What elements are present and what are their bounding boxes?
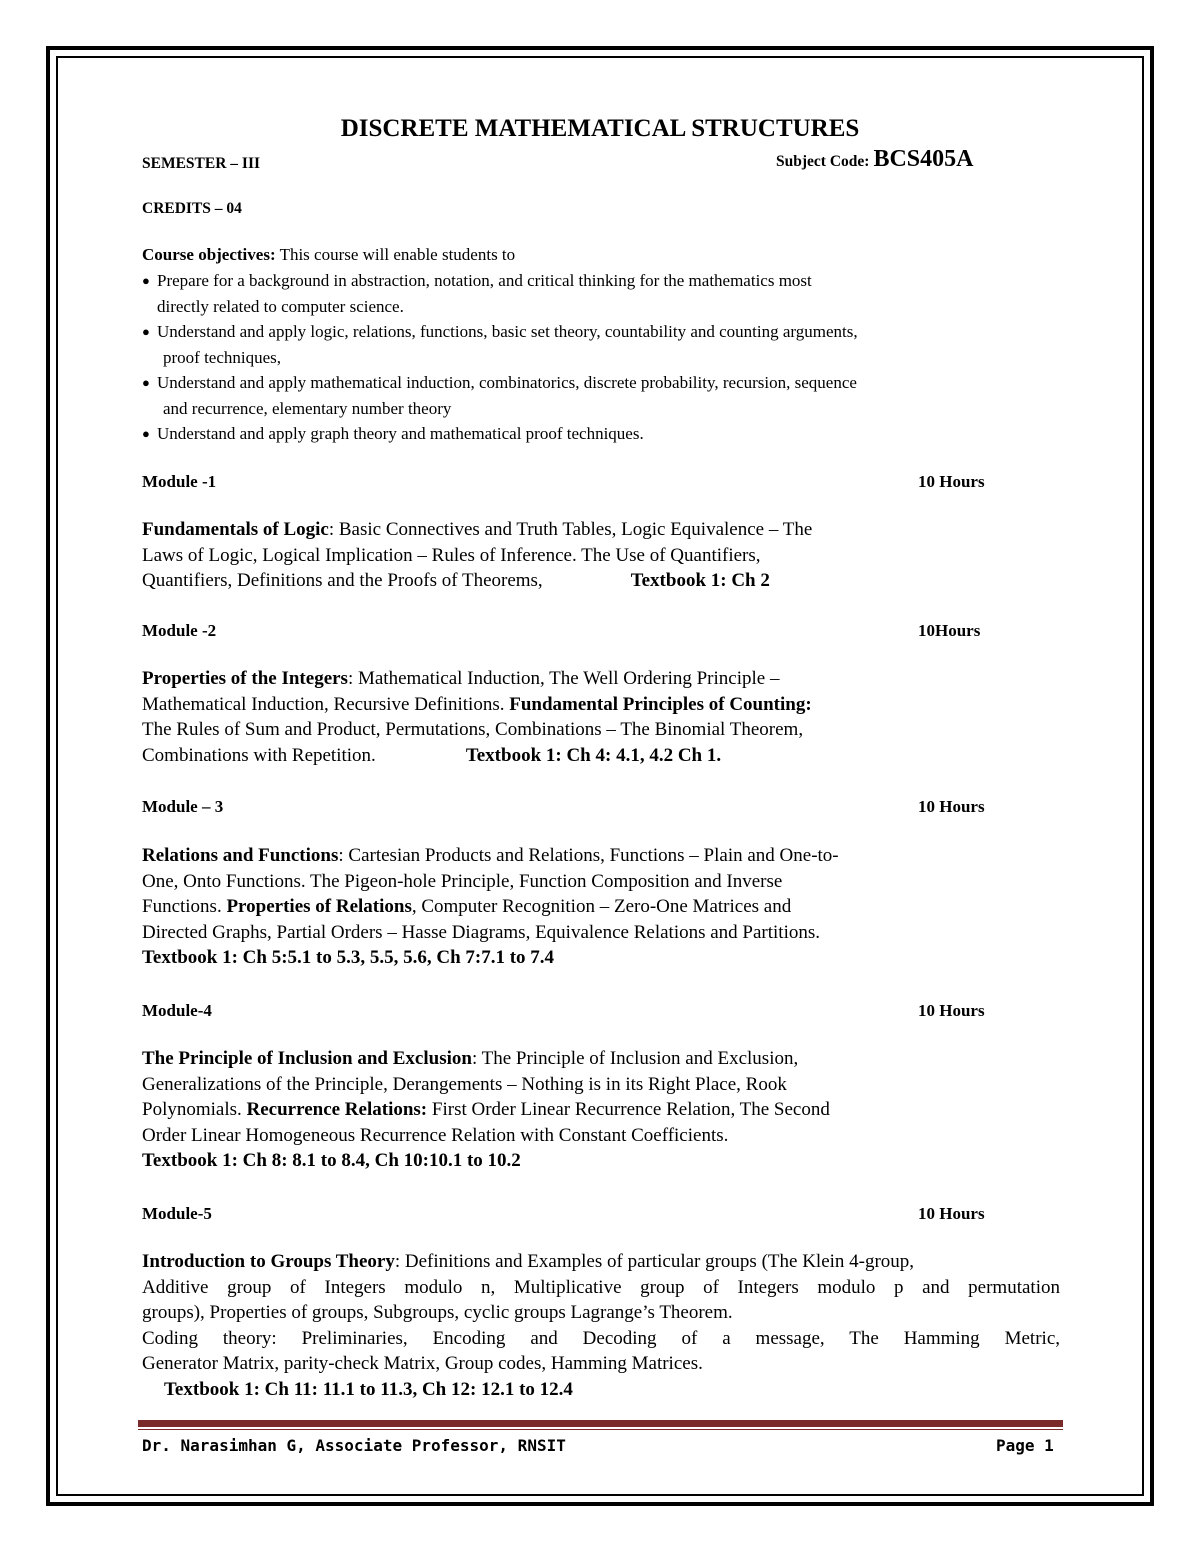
textbook-reference: Textbook 1: Ch 4: 4.1, 4.2 Ch 1. [465,744,722,766]
topic-heading: The Principle of Inclusion and Exclusion [142,1048,472,1069]
bullet-icon: ● [142,273,150,288]
topic-text: Additive group of Integers modulo n, Multiplicative group of Integers modulo p and permutation [142,1276,1060,1298]
topic-text: : Basic Connectives and Truth Tables, Logic Equivalence – The [328,519,813,540]
module-hours: 10Hours [918,621,981,640]
topic-text: Functions. [142,896,222,917]
objective-item [142,268,1022,319]
topic-text: : Definitions and Examples of particular groups (The Klein 4-group, [394,1251,915,1272]
module-content [142,666,972,768]
topic-text: : Mathematical Induction, The Well Ordering Principle – [347,668,780,689]
page-number: Page 1 [996,1436,1054,1455]
topic-text: Generator Matrix, parity-check Matrix, Group codes, Hamming Matrices. [142,1353,703,1374]
bullet-icon: ● [142,375,150,390]
bullet-icon: ● [142,426,150,441]
topic-text: Laws of Logic, Logical Implication – Rules of Inference. The Use of Quantifiers, [142,544,761,566]
topic-text: Generalizations of the Principle, Derangements – Nothing is in its Right Place, Rook [142,1073,787,1095]
topic-heading: Introduction to Groups Theory [142,1251,395,1272]
objective-line: Understand and apply graph theory and mathematical proof techniques. [157,424,644,443]
footer-rule [138,1420,1063,1427]
module-hours: 10 Hours [918,1204,985,1223]
topic-text: : The Principle of Inclusion and Exclusion, [471,1048,799,1069]
module-content [142,843,972,971]
objective-item [142,370,1022,421]
objective-line: and recurrence, elementary number theory [163,398,452,418]
topic-text: , Computer Recognition – Zero-One Matrices and [411,896,792,917]
module-hours: 10 Hours [918,472,985,491]
topic-text: The Rules of Sum and Product, Permutations, Combinations – The Binomial Theorem, [142,719,804,740]
semester-label: SEMESTER – III [142,155,261,172]
objective-item [142,421,1022,447]
module-title: Module -2 [142,621,217,640]
subject-code [776,146,973,173]
textbook-reference: Textbook 1: Ch 5:5.1 to 5.3, 5.5, 5.6, Ch 7:7.1 to 7.4 [142,947,555,968]
topic-heading: Fundamentals of Logic [142,519,329,540]
objective-line: directly related to computer science. [157,296,404,316]
credits-label: CREDITS – 04 [142,200,242,217]
module-title: Module – 3 [142,797,224,816]
subject-code-value: BCS405A [873,146,974,172]
textbook-reference: Textbook 1: Ch 8: 8.1 to 8.4, Ch 10:10.1 to 10.2 [142,1150,521,1171]
topic-heading: Properties of the Integers [142,668,348,689]
topic-text: groups), Properties of groups, Subgroups, cyclic groups Lagrange’s Theorem. [142,1302,733,1323]
textbook-reference: Textbook 1: Ch 2 [630,570,770,591]
topic-text: Combinations with Repetition. [142,744,376,766]
objectives-intro: This course will enable students to [279,245,516,264]
module-content [142,1249,1060,1402]
topic-text: Directed Graphs, Partial Orders – Hasse Diagrams, Equivalence Relations and Partitions. [142,921,821,943]
module-content [142,517,972,594]
topic-text: Polynomials. [142,1099,242,1120]
topic-heading: Properties of Relations [226,896,412,917]
topic-text: Mathematical Induction, Recursive Definitions. [142,693,505,715]
module-title: Module -1 [142,472,217,491]
module-title: Module-4 [142,1001,212,1020]
objective-line: Understand and apply logic, relations, functions, basic set theory, countability and counting arguments, [157,322,858,341]
objectives-heading: Course objectives: [142,245,276,264]
topic-text: Quantifiers, Definitions and the Proofs of Theorems, [142,570,543,591]
bullet-icon: ● [142,324,150,339]
topic-text: One, Onto Functions. The Pigeon-hole Principle, Function Composition and Inverse [142,870,783,892]
module-title: Module-5 [142,1204,212,1223]
document-title: DISCRETE MATHEMATICAL STRUCTURES [340,115,860,142]
objective-line: Prepare for a background in abstraction, notation, and critical thinking for the mathematics most [157,271,812,290]
topic-text: Order Linear Homogeneous Recurrence Relation with Constant Coefficients. [142,1124,729,1146]
module-content [142,1046,972,1174]
topic-text: : Cartesian Products and Relations, Functions – Plain and One-to- [338,845,839,866]
objective-line: Understand and apply mathematical induction, combinatorics, discrete probability, recursion, sequence [157,373,857,392]
module-hours: 10 Hours [918,1001,985,1020]
objective-line: proof techniques, [163,347,282,367]
subject-code-label: Subject Code: [776,153,870,170]
topic-text: First Order Linear Recurrence Relation, The Second [431,1099,830,1120]
module-hours: 10 Hours [918,797,985,816]
topic-heading: Relations and Functions [142,845,339,866]
footer-rule-thin [138,1429,1063,1430]
objectives-heading-line [142,242,515,268]
objective-item [142,319,1022,370]
topic-heading: Recurrence Relations: [246,1099,428,1120]
topic-text: Coding theory: Preliminaries, Encoding and Decoding of a message, The Hamming Metric, [142,1327,1060,1349]
textbook-reference: Textbook 1: Ch 11: 11.1 to 11.3, Ch 12: 12.1 to 12.4 [164,1378,573,1400]
topic-heading: Fundamental Principles of Counting: [509,693,812,715]
footer-author: Dr. Narasimhan G, Associate Professor, RNSIT [142,1436,566,1455]
